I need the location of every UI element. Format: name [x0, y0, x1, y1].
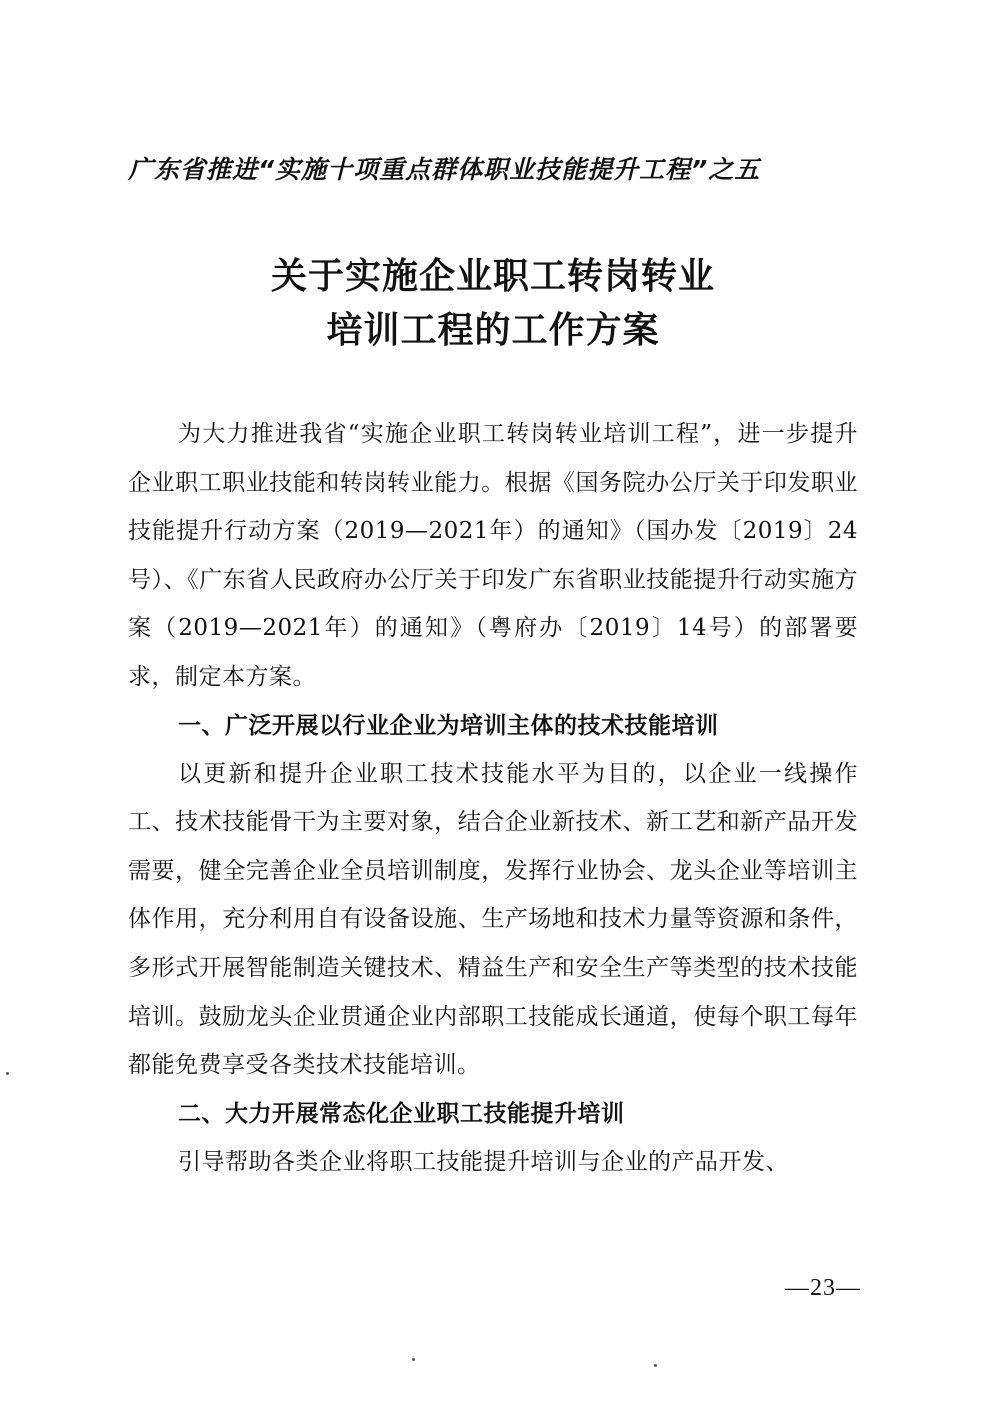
section-paragraph-1: 以更新和提升企业职工技术技能水平为目的，以企业一线操作工、技术技能骨干为主要对象，结合企业新技术、新工艺和新产品开发需要，健全完善企业全员培训制度，发挥行业协会、龙头企业等培训主体作用，充分利用自有设备设施、生产场地和技术力量等资源和条件，多形式开展智能制造关键技术、精益生产和安全生产等类型的技术技能培训。鼓励龙头企业贯通企业内部职工技能成长通道，使每个职工每年都能免费享受各类技术技能培训。 [128, 760, 858, 1079]
section-paragraph-2: 引导帮助各类企业将职工技能提升培训与企业的产品开发、 [178, 1148, 789, 1175]
title-line-1: 关于实施企业职工转岗转业 [270, 256, 715, 297]
document-title [128, 250, 858, 358]
scan-speck [654, 1364, 657, 1367]
document-body [128, 410, 858, 1186]
series-header: 广东省推进“实施十项重点群体职业技能提升工程”之五 [128, 155, 761, 184]
section-heading-2: 二、大力开展常态化企业职工技能提升培训 [178, 1100, 625, 1127]
scan-speck [412, 1358, 415, 1361]
scan-speck [6, 1072, 9, 1075]
title-line-2: 培训工程的工作方案 [326, 310, 660, 351]
page-number: —23— [785, 1275, 861, 1301]
intro-paragraph: 为大力推进我省“实施企业职工转岗转业培训工程”，进一步提升企业职工职业技能和转岗转业能力。根据《国务院办公厅关于印发职业技能提升行动方案（2019—2021年）的通知》（国办发〔2019〕24号）、《广东省人民政府办公厅关于印发广东省职业技能提升行动实施方案（2019—2021年）的通知》（粤府办〔2019〕14号）的部署要求，制定本方案。 [128, 421, 858, 690]
section-heading-1: 一、广泛开展以行业企业为培训主体的技术技能培训 [178, 712, 719, 739]
